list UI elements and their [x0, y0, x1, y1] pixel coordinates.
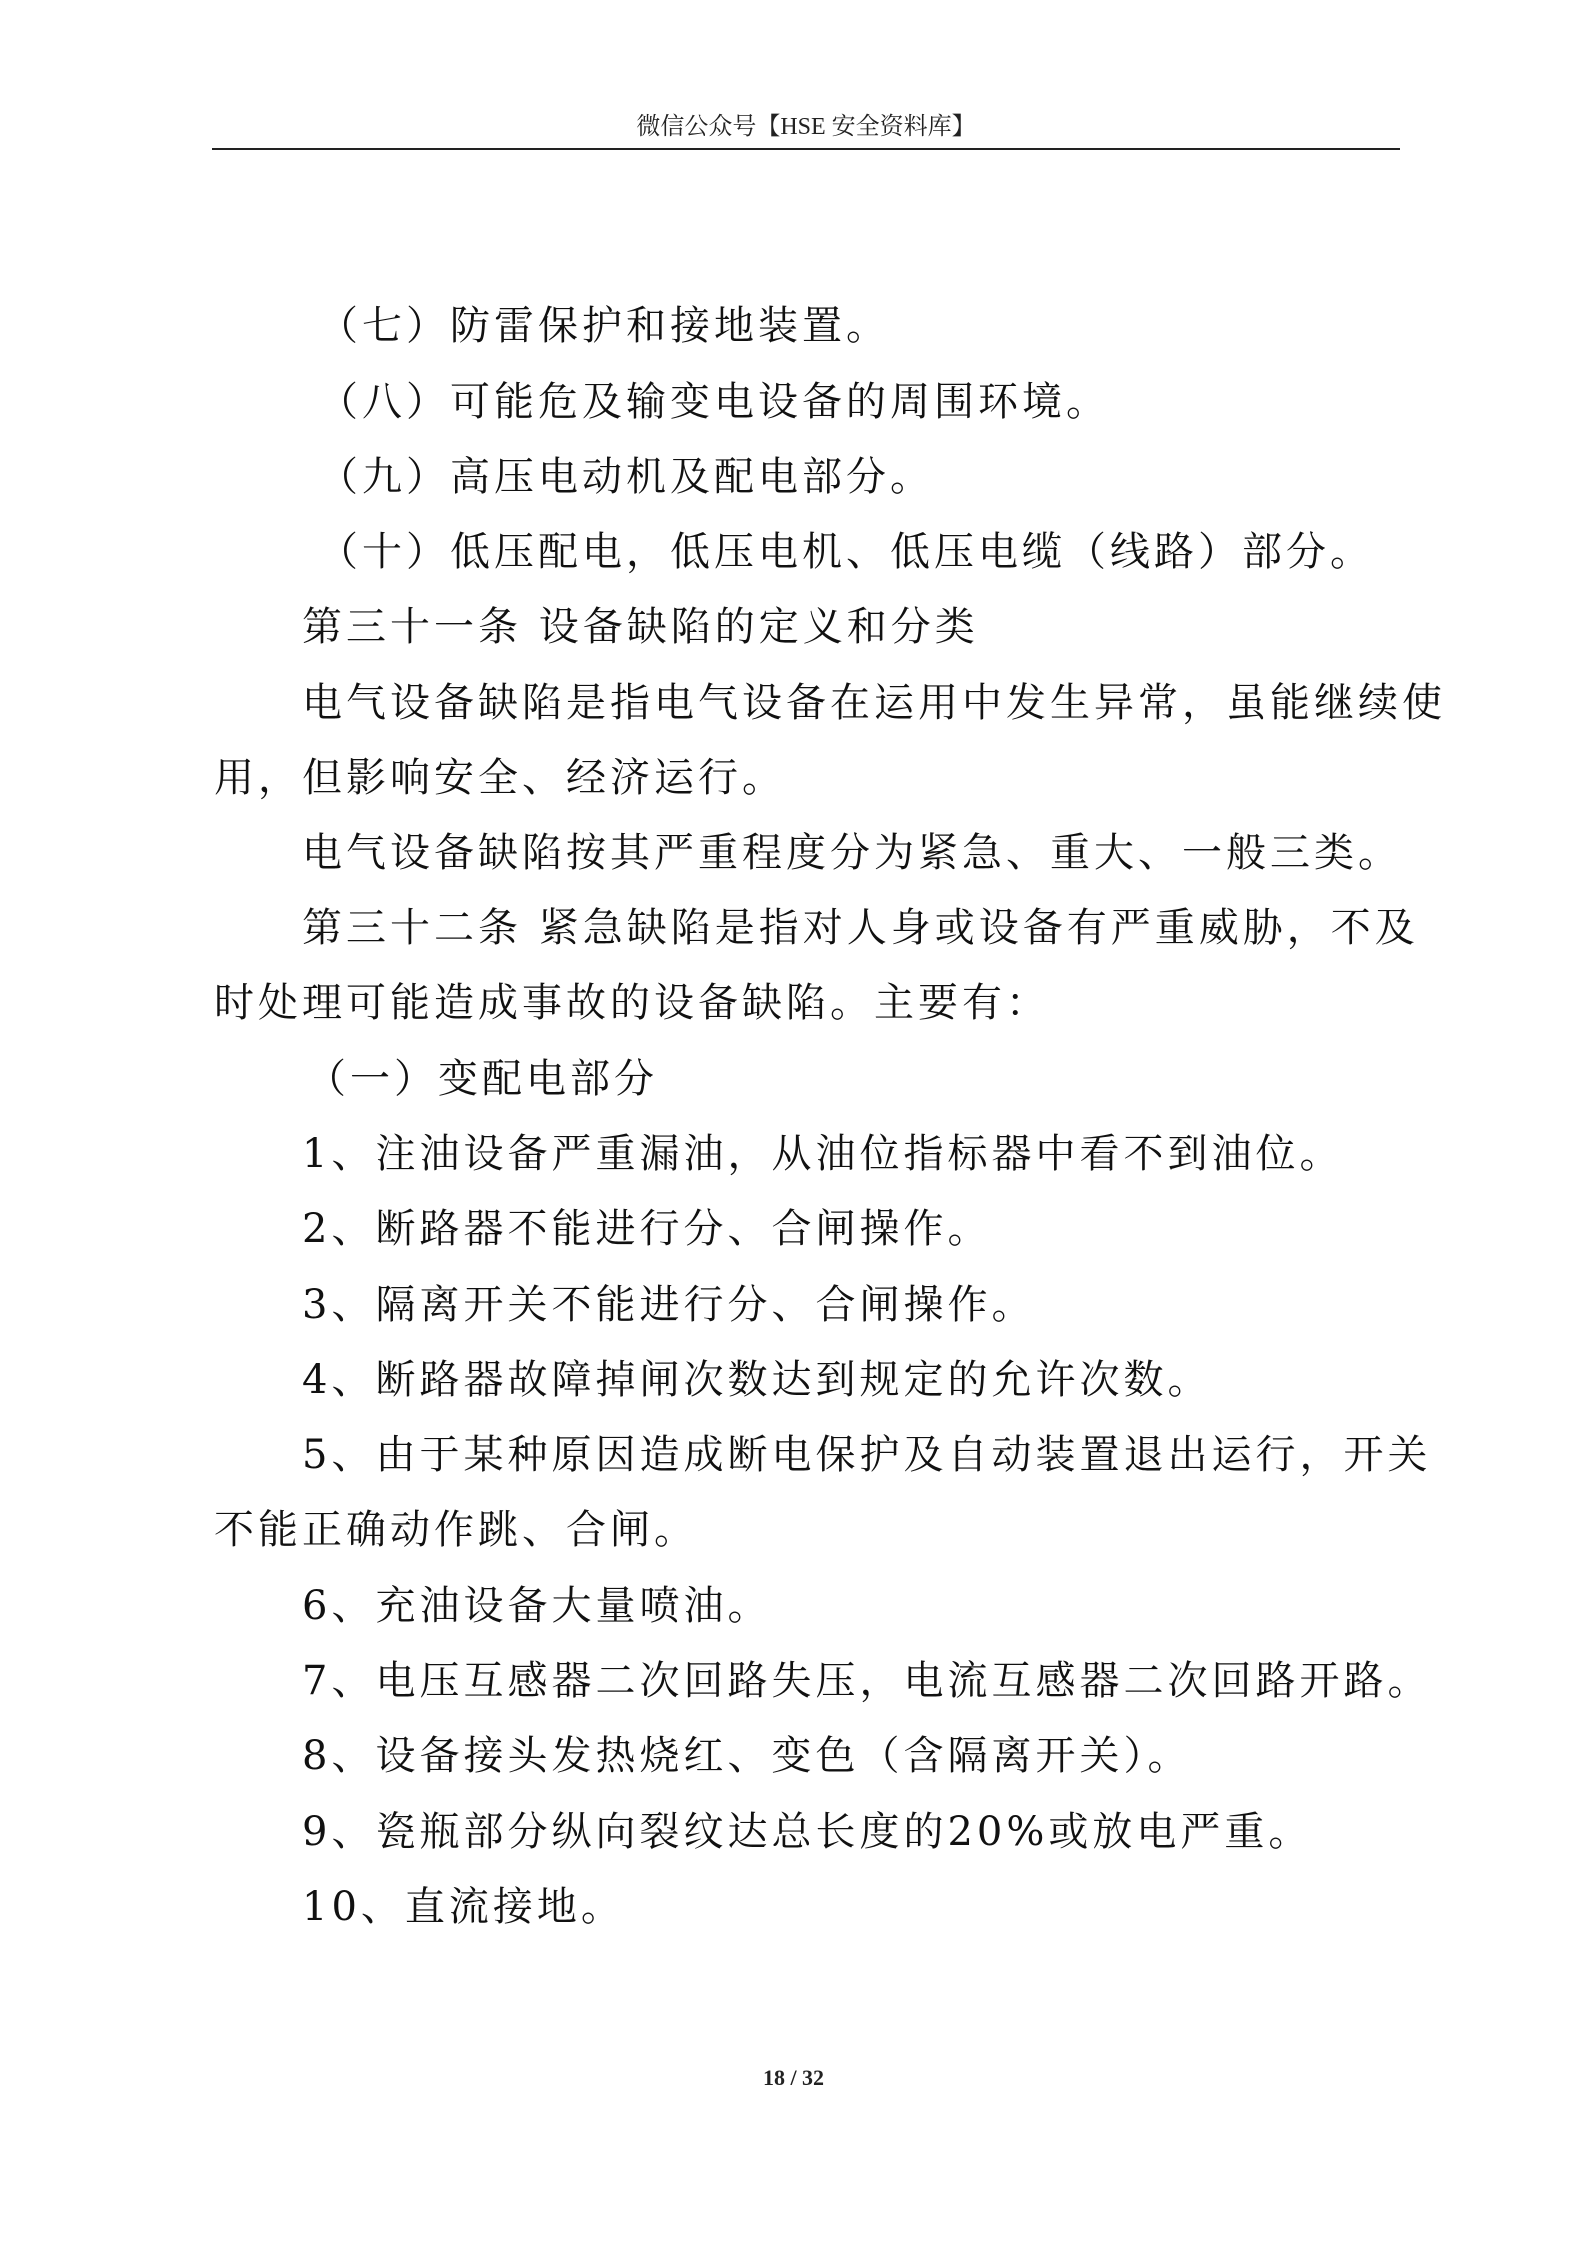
- paragraph-line: 时处理可能造成事故的设备缺陷。主要有：: [214, 980, 1050, 1026]
- list-item-10: （十）低压配电，低压电机、低压电缆（线路）部分。: [318, 529, 1374, 575]
- numbered-item: 6、充油设备大量喷油。: [302, 1583, 772, 1629]
- page-header: [212, 112, 1400, 150]
- page-number: 18 / 32: [762, 2065, 825, 2090]
- numbered-item-continuation: 不能正确动作跳、合闸。: [214, 1507, 698, 1553]
- paragraph-line: 电气设备缺陷是指电气设备在运用中发生异常，虽能继续使: [302, 680, 1446, 726]
- numbered-item: 2、断路器不能进行分、合闸操作。: [302, 1206, 992, 1252]
- list-item-8: （八）可能危及输变电设备的周围环境。: [318, 379, 1110, 425]
- numbered-item: 7、电压互感器二次回路失压，电流互感器二次回路开路。: [302, 1658, 1432, 1704]
- section-heading: （一）变配电部分: [306, 1056, 658, 1102]
- numbered-item: 5、由于某种原因造成断电保护及自动装置退出运行，开关: [302, 1432, 1432, 1478]
- article-31-heading: 第三十一条 设备缺陷的定义和分类: [302, 604, 979, 650]
- list-item-7: （七）防雷保护和接地装置。: [318, 303, 890, 349]
- paragraph-line: 电气设备缺陷按其严重程度分为紧急、重大、一般三类。: [302, 830, 1402, 876]
- numbered-item: 4、断路器故障掉闸次数达到规定的允许次数。: [302, 1357, 1212, 1403]
- header-title: 微信公众号【HSE 安全资料库】: [636, 114, 976, 140]
- numbered-item: 1、注油设备严重漏油，从油位指标器中看不到油位。: [302, 1131, 1344, 1177]
- numbered-item: 10、直流接地。: [302, 1884, 625, 1930]
- article-32-heading: 第三十二条 紧急缺陷是指对人身或设备有严重威胁，不及: [302, 905, 1419, 951]
- numbered-item: 9、瓷瓶部分纵向裂纹达总长度的20%或放电严重。: [302, 1809, 1313, 1855]
- numbered-item: 8、设备接头发热烧红、变色（含隔离开关）。: [302, 1733, 1192, 1779]
- list-item-9: （九）高压电动机及配电部分。: [318, 454, 934, 500]
- paragraph-line: 用，但影响安全、经济运行。: [214, 755, 786, 801]
- numbered-item: 3、隔离开关不能进行分、合闸操作。: [302, 1282, 1036, 1328]
